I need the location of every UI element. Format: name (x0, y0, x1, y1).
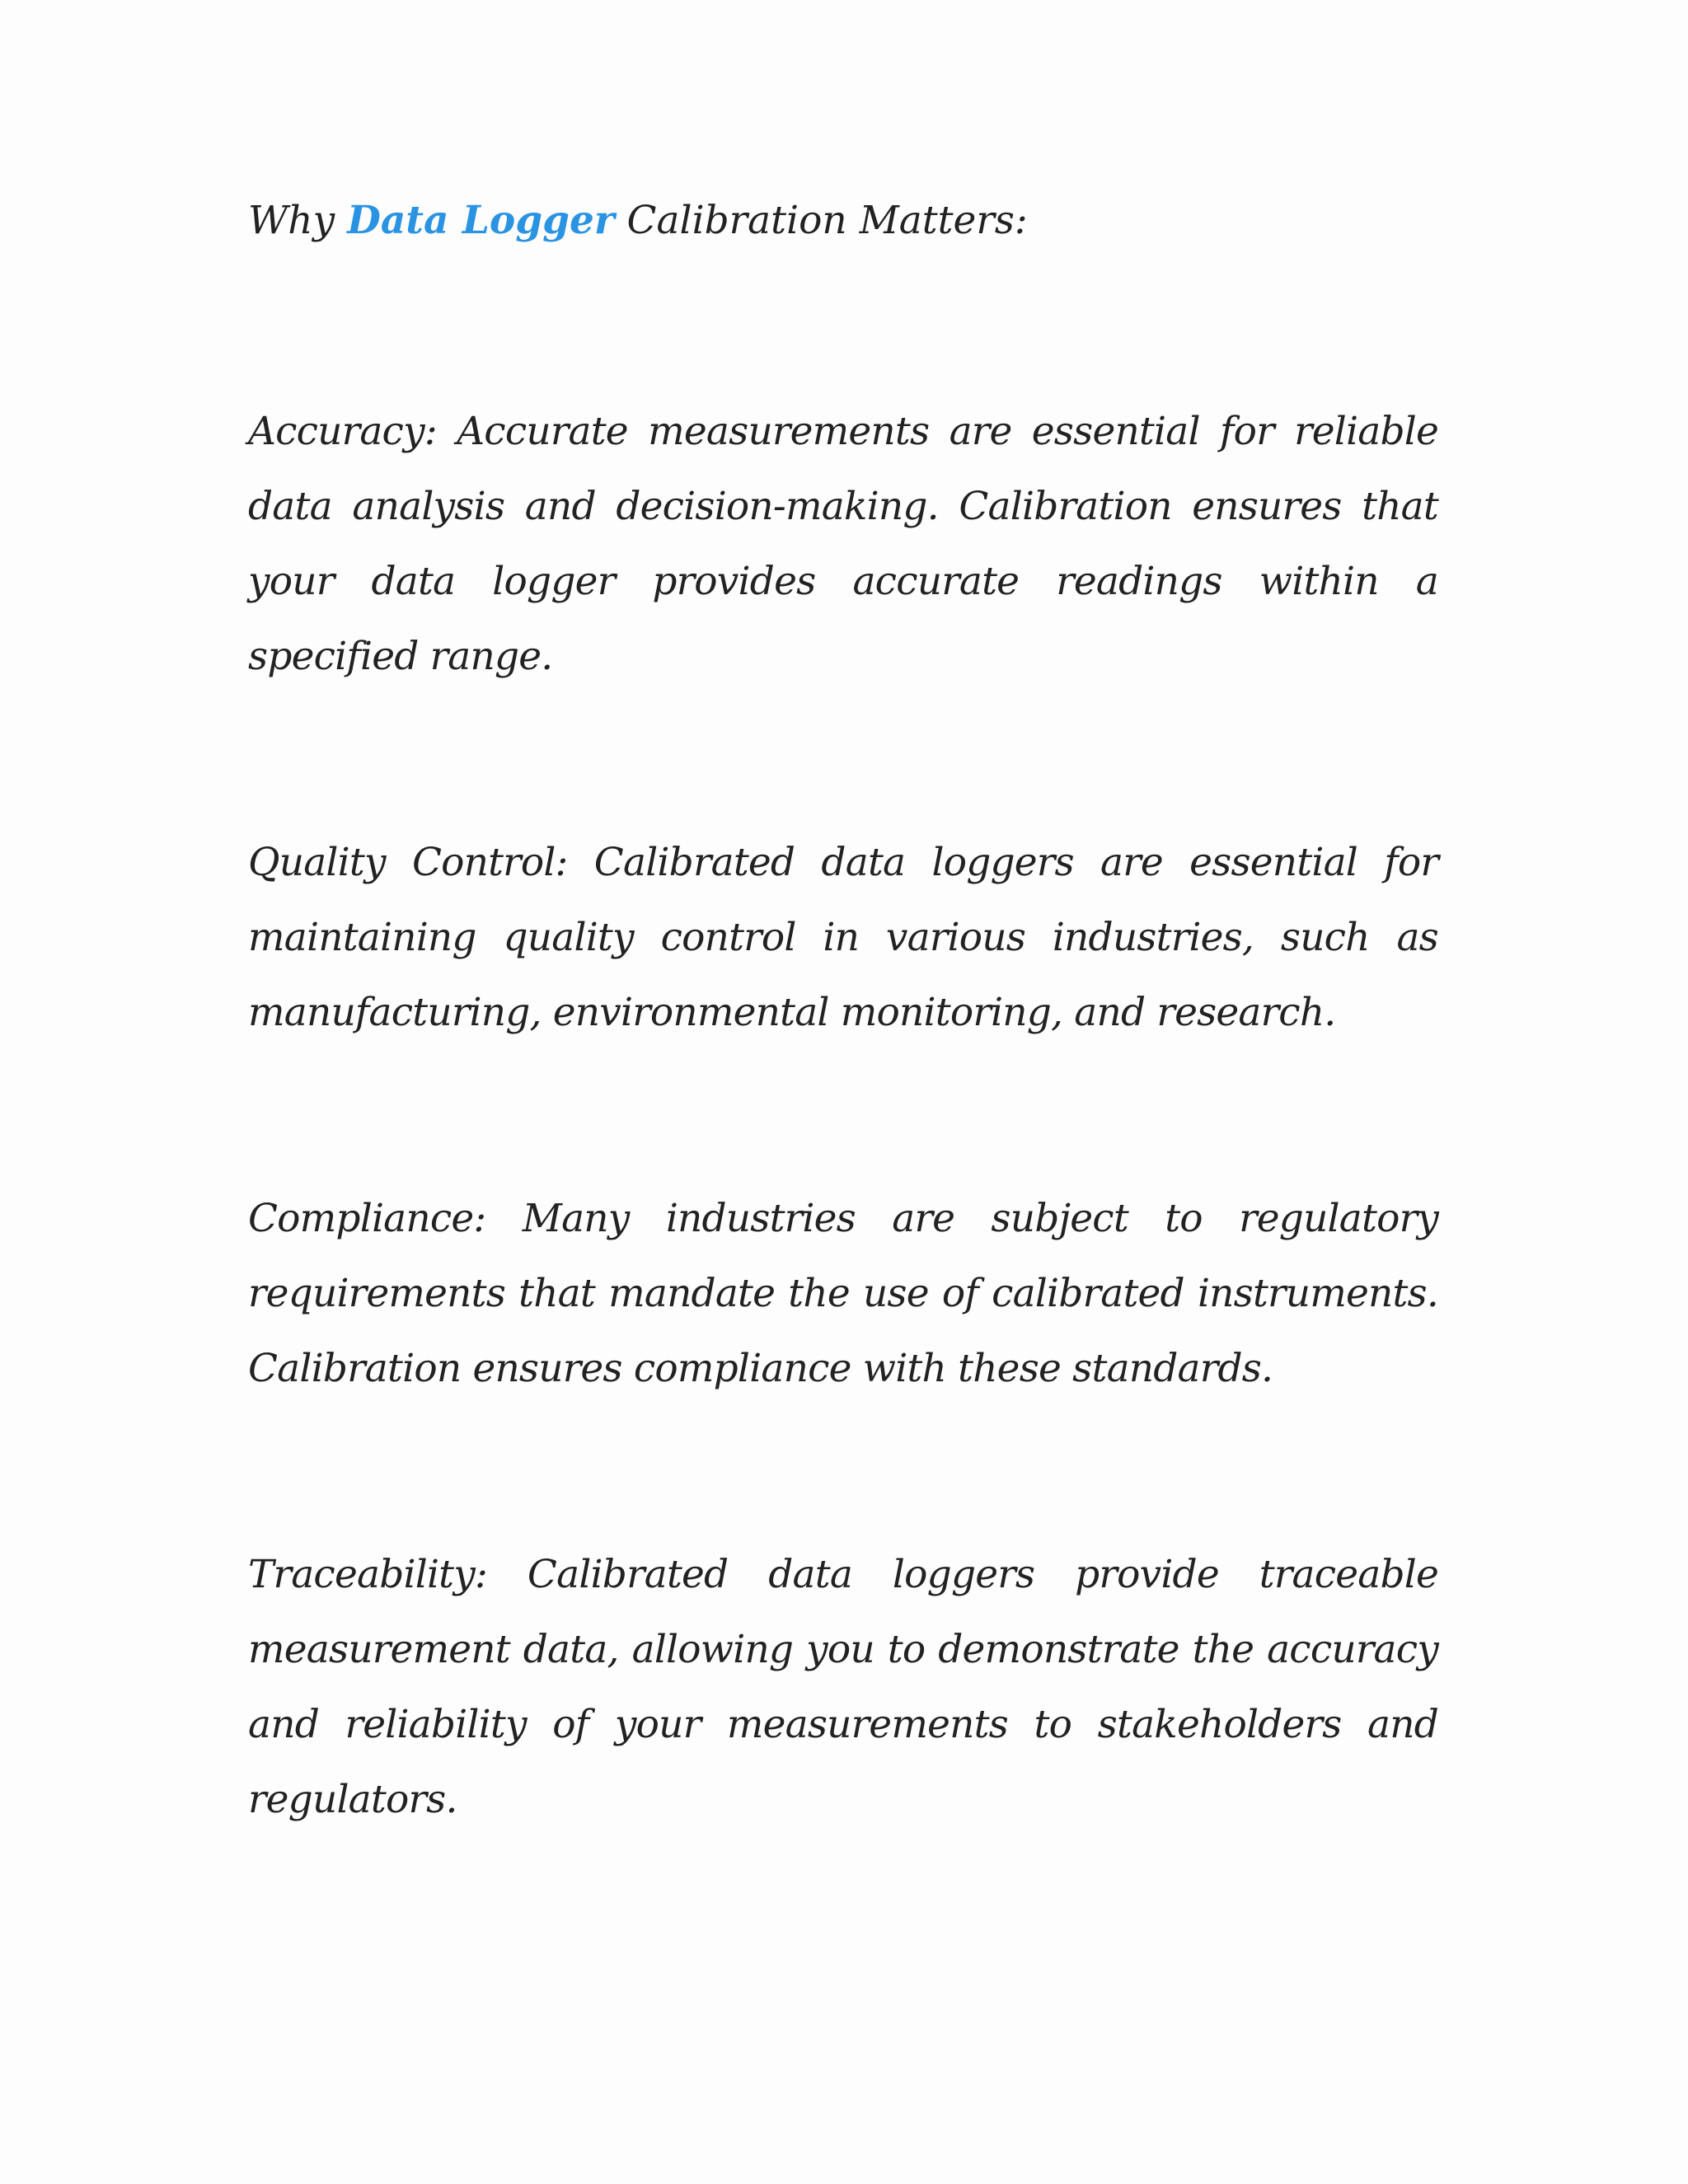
heading-prefix: Why (248, 198, 348, 243)
paragraph-quality-control: Quality Control: Calibrated data loggers are essential for maintaining quality control in various industries, such as manufacturing, environmental monitoring, and research. (248, 840, 1438, 1035)
data-logger-link[interactable]: Data Logger (347, 198, 615, 243)
paragraph-accuracy: Accuracy: Accurate measurements are essential for reliable data analysis and decision-making. Calibration ensures that your data logger provides accurate readings within a specified range. (248, 409, 1438, 679)
section-heading (248, 191, 1438, 251)
paragraph-compliance: Compliance: Many industries are subject to regulatory requirements that mandate the use of calibrated instruments. Calibration ensures compliance with these standards. (248, 1196, 1438, 1391)
heading-suffix: Calibration Matters: (614, 198, 1028, 243)
paragraph-traceability: Traceability: Calibrated data loggers provide traceable measurement data, allowing you to demonstrate the accuracy and reliability of your measurements to stakeholders and regulators. (248, 1552, 1438, 1822)
document-body (248, 191, 1438, 1837)
